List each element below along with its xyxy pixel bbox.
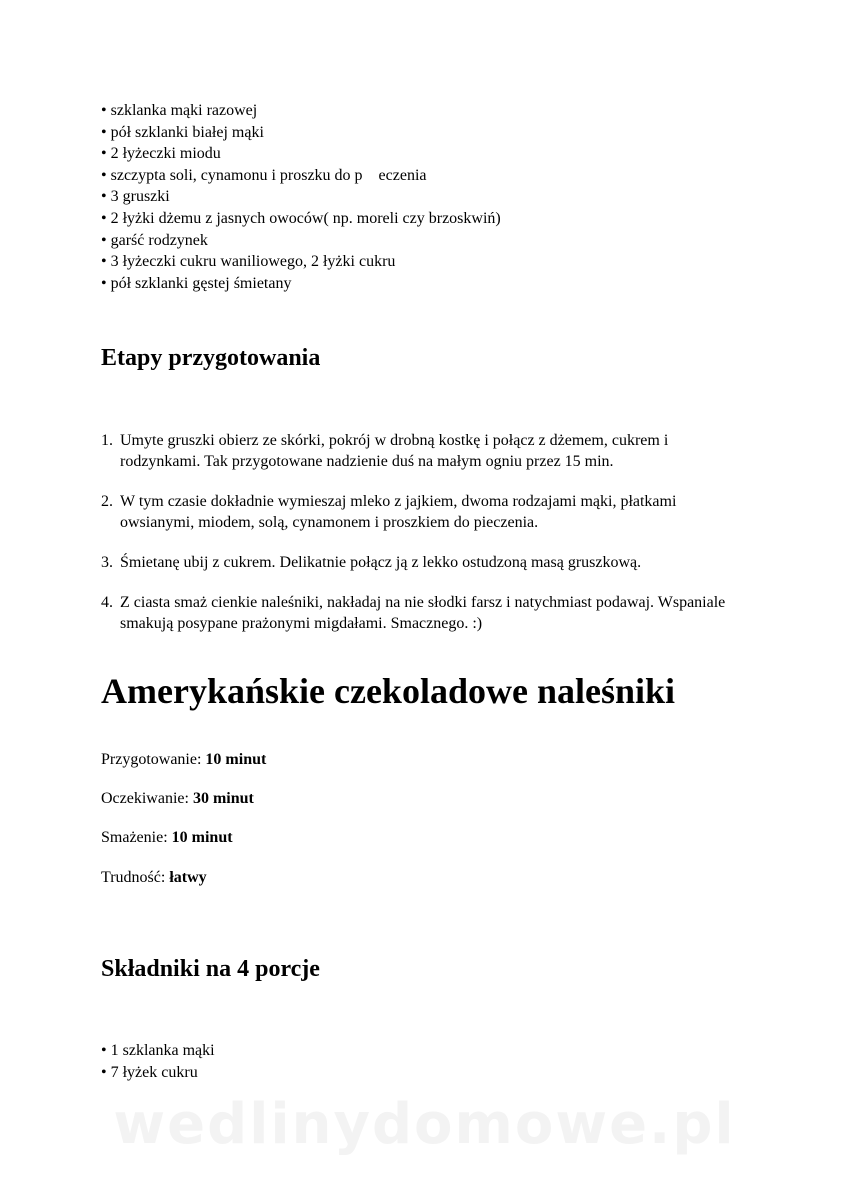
- prep-time: [101, 750, 266, 770]
- step-number: 2.: [101, 493, 113, 510]
- step-text: Z ciasta smaż cienkie naleśniki, nakładaj na nie słodki farsz i natychmiast podawaj. Wspaniale smakują posypane prażonymi migdałami. Smacznego. :): [120, 594, 726, 632]
- difficulty-value: łatwy: [169, 869, 207, 886]
- fry-time-value: 10 minut: [171, 829, 233, 846]
- ingredient-list-pear: [101, 100, 501, 294]
- list-item: • 3 gruszki: [101, 186, 501, 208]
- list-item: • garść rodzynek: [101, 230, 501, 252]
- list-item: • 1 szklanka mąki: [101, 1040, 215, 1062]
- ingredients-heading: Składniki na 4 porcje: [101, 956, 320, 982]
- step-text: Śmietanę ubij z cukrem. Delikatnie połącz ją z lekko ostudzoną masą gruszkową.: [120, 554, 642, 571]
- fry-time: [101, 828, 233, 848]
- ingredient-list-chocolate: [101, 1040, 215, 1083]
- step-item: [101, 592, 741, 634]
- wait-time-label: Oczekiwanie:: [101, 790, 193, 807]
- list-item: • pół szklanki białej mąki: [101, 122, 501, 144]
- list-item: • pół szklanki gęstej śmietany: [101, 273, 501, 295]
- step-item: [101, 491, 741, 533]
- wait-time: [101, 789, 254, 809]
- list-item: • szczypta soli, cynamonu i proszku do p eczenia: [101, 165, 501, 187]
- list-item: • szklanka mąki razowej: [101, 100, 501, 122]
- difficulty: [101, 868, 207, 888]
- list-item: • 2 łyżeczki miodu: [101, 143, 501, 165]
- fry-time-label: Smażenie:: [101, 829, 172, 846]
- stages-heading: Etapy przygotowania: [101, 345, 321, 371]
- list-item: • 2 łyżki dżemu z jasnych owoców( np. moreli czy brzoskwiń): [101, 208, 501, 230]
- step-number: 4.: [101, 594, 113, 611]
- wait-time-value: 30 minut: [192, 790, 254, 807]
- prep-time-label: Przygotowanie:: [101, 751, 206, 768]
- step-number: 1.: [101, 432, 113, 449]
- prep-time-value: 10 minut: [205, 751, 267, 768]
- step-number: 3.: [101, 554, 113, 571]
- list-item: • 3 łyżeczki cukru waniliowego, 2 łyżki cukru: [101, 251, 501, 273]
- step-item: [101, 552, 741, 573]
- step-text: Umyte gruszki obierz ze skórki, pokrój w drobną kostkę i połącz z dżemem, cukrem i rodzynkami. Tak przygotowane nadzienie duś na małym ogniu przez 15 min.: [120, 432, 669, 470]
- steps-list: [101, 430, 741, 653]
- recipe-title: Amerykańskie czekoladowe naleśniki: [101, 671, 676, 711]
- difficulty-label: Trudność:: [101, 869, 170, 886]
- list-item: • 7 łyżek cukru: [101, 1062, 215, 1084]
- step-item: [101, 430, 741, 472]
- watermark: wedlinydomowe.pl: [113, 1092, 736, 1157]
- step-text: W tym czasie dokładnie wymieszaj mleko z jajkiem, dwoma rodzajami mąki, płatkami owsianymi, miodem, solą, cynamonem i proszkiem do pieczenia.: [120, 493, 677, 531]
